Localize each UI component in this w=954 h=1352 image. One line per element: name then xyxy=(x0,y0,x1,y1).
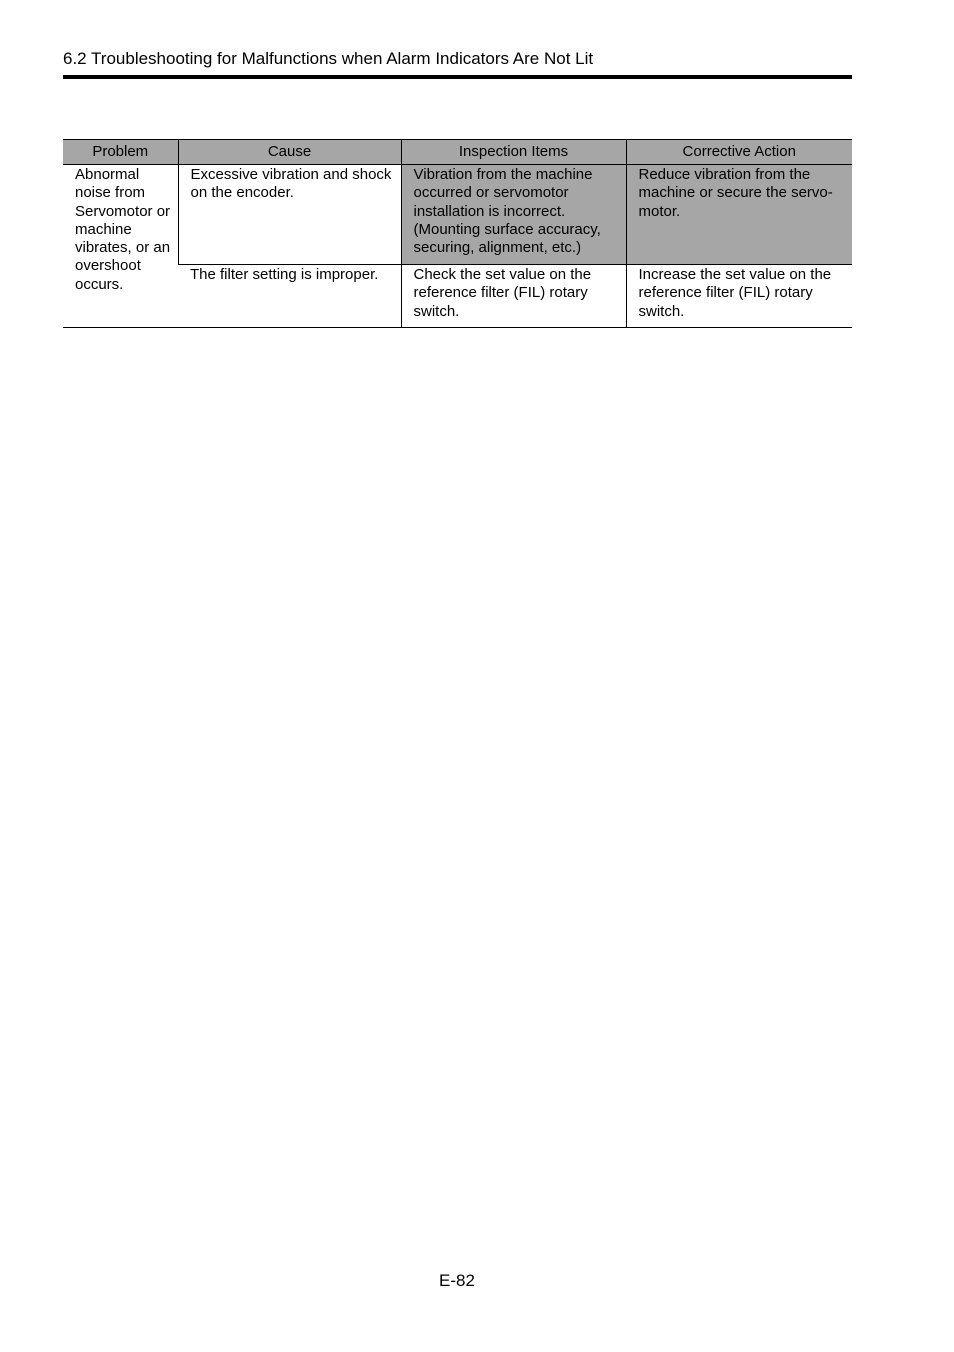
column-header-inspection: Inspection Items xyxy=(401,140,626,165)
column-header-problem: Problem xyxy=(63,140,178,165)
cause-cell: The filter setting is improper. xyxy=(178,265,401,328)
cause-cell: Excessive vibration and shock on the encoder. xyxy=(178,165,401,265)
problem-cell: Abnormal noise from Servomotor or machine vibrates, or an overshoot occurs. xyxy=(63,165,178,328)
action-cell: Increase the set value on the reference filter (FIL) rotary switch. xyxy=(626,265,852,328)
troubleshooting-table xyxy=(63,139,852,328)
column-header-cause: Cause xyxy=(178,140,401,165)
inspection-cell: Vibration from the machine occurred or servomotor installation is incorrect. (Mounting surface accuracy, securing, alignment, etc.) xyxy=(401,165,626,265)
inspection-cell: Check the set value on the reference filter (FIL) rotary switch. xyxy=(401,265,626,328)
table-header-row xyxy=(63,140,852,165)
table-row xyxy=(63,165,852,265)
column-header-action: Corrective Action xyxy=(626,140,852,165)
header-rule xyxy=(63,75,852,79)
page-number: E-82 xyxy=(439,1271,475,1290)
section-title: 6.2 Troubleshooting for Malfunctions when Alarm Indicators Are Not Lit xyxy=(63,49,594,68)
action-cell: Reduce vibration from the machine or secure the servo-motor. xyxy=(626,165,852,265)
table-row xyxy=(63,265,852,328)
